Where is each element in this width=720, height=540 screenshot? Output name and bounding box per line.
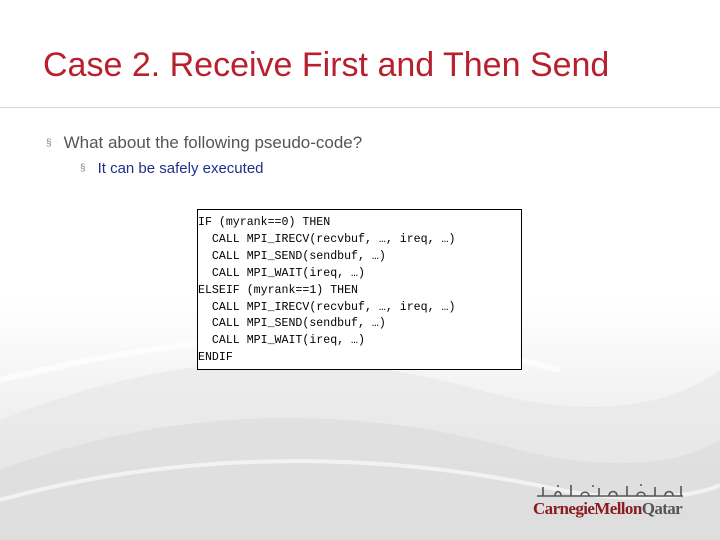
arabic-logotype-icon (533, 482, 688, 500)
code-line: CALL MPI_SEND(sendbuf, …) (198, 249, 386, 263)
code-line: CALL MPI_WAIT(ireq, …) (198, 266, 365, 280)
bullet-level1 (46, 133, 362, 153)
logo-carnegie: Carnegie (533, 499, 595, 518)
logo-mellon: Mellon (594, 499, 642, 518)
bullet-text: What about the following pseudo-code? (63, 133, 363, 152)
logo-text (533, 499, 682, 519)
carnegie-mellon-qatar-logo (533, 482, 688, 522)
code-line: ELSEIF (myrank==1) THEN (198, 283, 359, 297)
bullet-text: It can be safely executed (97, 160, 264, 177)
slide-title: Case 2. Receive First and Then Send (43, 46, 610, 84)
logo-qatar: Qatar (641, 499, 683, 518)
pseudo-code (198, 215, 455, 367)
title-divider (0, 107, 720, 108)
bullet-level2 (80, 160, 264, 177)
bullet-marker-icon: § (46, 138, 52, 149)
code-line: CALL MPI_IRECV(recvbuf, …, ireq, …) (198, 300, 456, 314)
code-line: IF (myrank==0) THEN (198, 216, 331, 229)
code-line: CALL MPI_SEND(sendbuf, …) (198, 317, 386, 331)
code-line: ENDIF (198, 351, 233, 365)
code-box (197, 209, 522, 370)
code-line: CALL MPI_IRECV(recvbuf, …, ireq, …) (198, 232, 456, 246)
code-line: CALL MPI_WAIT(ireq, …) (198, 334, 365, 348)
bullet-marker-icon: § (80, 163, 86, 174)
